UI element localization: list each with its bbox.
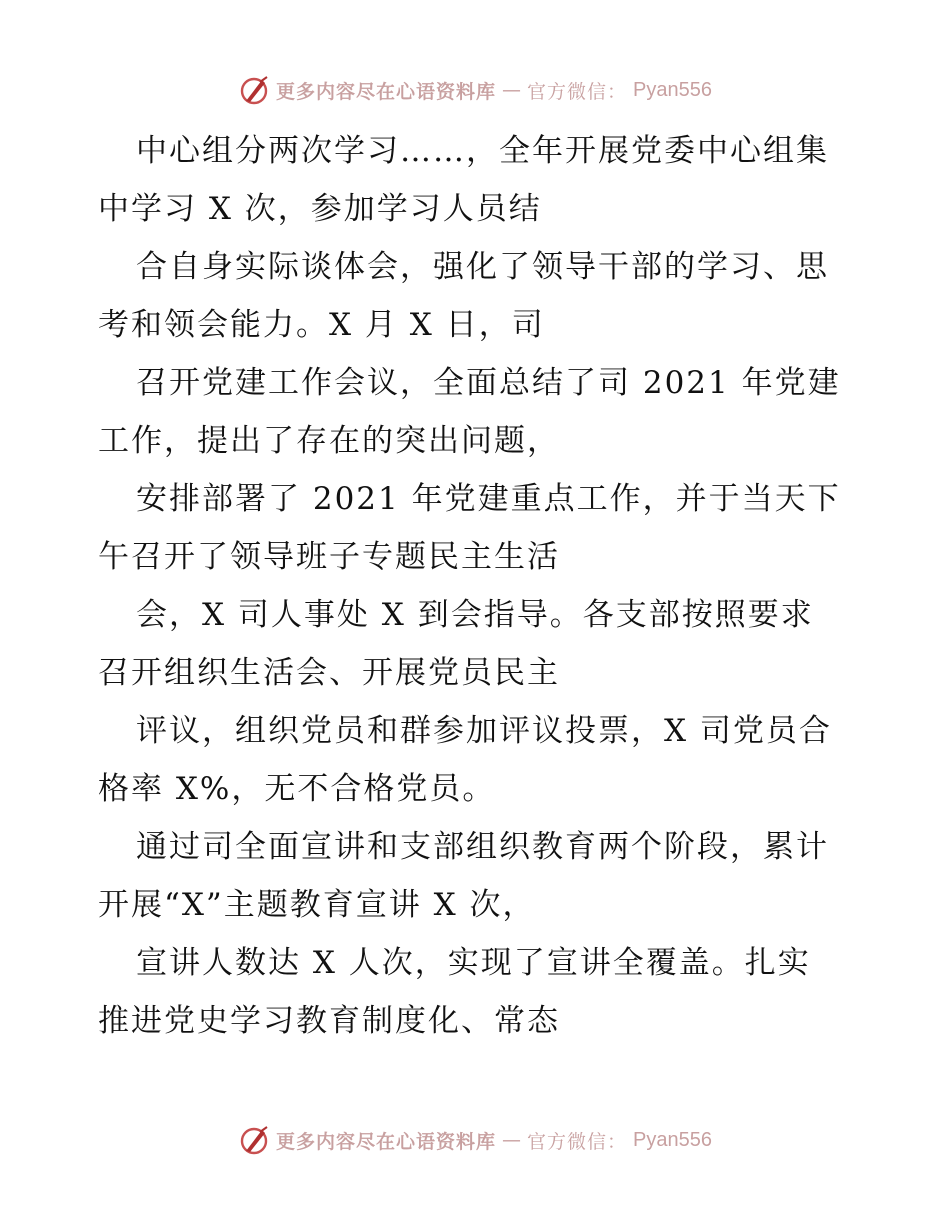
header-watermark-banner — [0, 70, 950, 110]
paragraph-line: 评议，组织党员和群参加评议投票，X 司党员合 — [136, 713, 832, 749]
watermark-main-text: 更多内容尽在心语资料库 — [276, 1130, 497, 1153]
paragraph-line: 开展“X”主题教育宣讲 X 次， — [98, 887, 536, 923]
paragraph-line: 推进党史学习教育制度化、常态 — [98, 1003, 560, 1039]
paragraph — [98, 702, 858, 818]
paragraph-line: 格率 X%，无不合格党员。 — [98, 771, 496, 807]
paragraph — [98, 818, 858, 934]
footer-watermark-banner — [0, 1120, 950, 1160]
watermark-sub-text: 官方微信： — [527, 80, 628, 103]
paragraph — [98, 354, 858, 470]
watermark-main-text: 更多内容尽在心语资料库 — [276, 80, 497, 103]
watermark-wechat-id: Pyan556 — [633, 1128, 712, 1151]
document-body — [98, 122, 858, 1050]
watermark-wechat-id: Pyan556 — [633, 78, 712, 101]
paragraph — [98, 586, 858, 702]
paragraph-line: 中学习 X 次，参加学习人员结 — [98, 191, 542, 227]
watermark-dash: — — [502, 1129, 522, 1151]
paragraph-line: 安排部署了 2021 年党建重点工作，并于当天下 — [136, 481, 841, 517]
paragraph — [98, 122, 858, 238]
quill-pen-logo-icon — [238, 1124, 270, 1156]
paragraph — [98, 470, 858, 586]
paragraph-line: 工作，提出了存在的突出问题， — [98, 423, 560, 459]
watermark-sub-text: 官方微信： — [527, 1130, 628, 1153]
paragraph-line: 通过司全面宣讲和支部组织教育两个阶段，累计 — [136, 829, 829, 865]
paragraph-line: 召开党建工作会议，全面总结了司 2021 年党建 — [136, 365, 841, 401]
paragraph-line: 午召开了领导班子专题民主生活 — [98, 539, 560, 575]
paragraph-line: 宣讲人数达 X 人次，实现了宣讲全覆盖。扎实 — [136, 945, 811, 981]
paragraph — [98, 238, 858, 354]
paragraph-line: 中心组分两次学习……，全年开展党委中心组集 — [136, 133, 829, 169]
paragraph-line: 合自身实际谈体会，强化了领导干部的学习、思 — [136, 249, 829, 285]
paragraph — [98, 934, 858, 1050]
paragraph-line: 召开组织生活会、开展党员民主 — [98, 655, 560, 691]
paragraph-line: 考和领会能力。X 月 X 日，司 — [98, 307, 545, 343]
watermark-dash: — — [502, 79, 522, 101]
quill-pen-logo-icon — [238, 74, 270, 106]
paragraph-line: 会，X 司人事处 X 到会指导。各支部按照要求 — [136, 597, 814, 633]
